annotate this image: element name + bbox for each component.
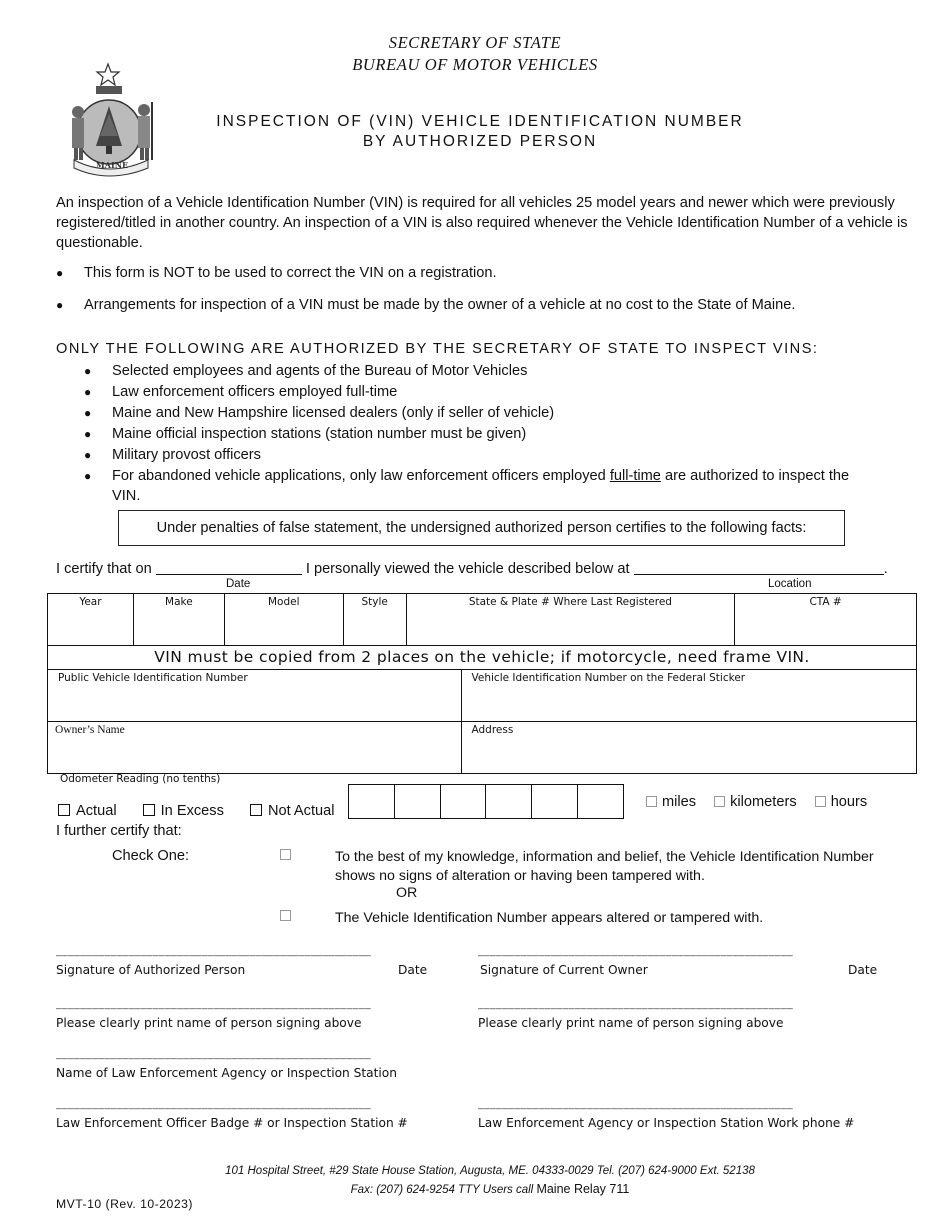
certification-statement-box: [118, 510, 845, 546]
bullet-icon: ●: [56, 266, 64, 280]
address-cell[interactable]: Address: [461, 722, 916, 774]
hours-checkbox[interactable]: hours: [815, 794, 868, 810]
intro-paragraph: An inspection of a Vehicle Identification Number (VIN) is required for all vehicles 25 model years and newer which were previously registered/titled in another country. An inspection of a VIN is also required whenever the Vehicle Identification Number of a vehicle is questionable.: [56, 195, 908, 251]
authorized-date-label: Date: [398, 963, 428, 977]
agency-name-line[interactable]: ____________________________________________________: [56, 1049, 372, 1060]
list-item: ● For abandoned vehicle applications, only law enforcement officers employed full-time are authorized to inspect the VIN.: [84, 468, 850, 504]
authorized-print-name-line[interactable]: ____________________________________________________: [56, 999, 372, 1010]
style-cell[interactable]: Style: [343, 594, 406, 646]
bullet-icon: ●: [84, 406, 92, 420]
list-item: ● Military provost officers: [84, 447, 261, 463]
checkbox-icon: [815, 796, 826, 807]
list-item: ● Maine and New Hampshire licensed dealers (only if seller of vehicle): [84, 405, 555, 421]
owner-print-name-line[interactable]: ____________________________________________________: [478, 999, 794, 1010]
vin-owner-table: [47, 669, 917, 774]
bullet-icon: ●: [84, 448, 92, 462]
seal-text: MAINE: [95, 160, 129, 170]
form-title-line2: BY AUTHORIZED PERSON: [362, 133, 598, 150]
odometer-digit-3[interactable]: [440, 784, 486, 819]
bullet-icon: ●: [84, 364, 92, 378]
miles-checkbox[interactable]: miles: [646, 794, 696, 810]
date-label: Date: [226, 578, 251, 590]
make-cell[interactable]: Make: [133, 594, 224, 646]
authorized-signature-label: Signature of Authorized Person: [56, 963, 246, 977]
odometer-digit-1[interactable]: [348, 784, 395, 819]
odometer-digit-6[interactable]: [577, 784, 624, 819]
list-item: ● Arrangements for inspection of a VIN must be made by the owner of a vehicle at no cost to the State of Maine.: [56, 297, 796, 313]
form-title-line1: INSPECTION OF (VIN) VEHICLE IDENTIFICATION NUMBER: [216, 113, 744, 130]
maine-relay: Maine Relay 711: [536, 1182, 630, 1196]
list-item: ● Maine official inspection stations (station number must be given): [84, 426, 527, 442]
tampered-option: The Vehicle Identification Number appears altered or tampered with.: [335, 910, 764, 926]
checkbox-icon: [58, 804, 70, 816]
owner-name-cell[interactable]: Owner’s Name: [48, 722, 462, 774]
checkbox-icon: [646, 796, 657, 807]
odometer-status-group: [58, 803, 334, 819]
model-cell[interactable]: Model: [224, 594, 343, 646]
public-vin-cell[interactable]: Public Vehicle Identification Number: [48, 670, 462, 722]
check-one-label: Check One:: [112, 848, 190, 864]
authorized-heading: ONLY THE FOLLOWING ARE AUTHORIZED BY THE SECRETARY OF STATE TO INSPECT VINS:: [56, 341, 819, 357]
list-item: ● Law enforcement officers employed full-time: [84, 384, 398, 400]
inspection-date-field[interactable]: [156, 560, 302, 575]
state-plate-cell[interactable]: State & Plate # Where Last Registered: [406, 594, 735, 646]
full-time-emphasis: full-time: [609, 468, 661, 484]
agency-title-line2: BUREAU OF MOTOR VEHICLES: [352, 55, 598, 74]
owner-signature-line[interactable]: ____________________________________________________: [478, 946, 794, 957]
in-excess-checkbox[interactable]: In Excess: [143, 803, 224, 819]
bullet-icon: ●: [56, 298, 64, 312]
owner-date-label: Date: [848, 963, 878, 977]
certify-line: I certify that on I personally viewed the vehicle described below at .: [56, 561, 888, 577]
or-separator: OR: [396, 885, 418, 901]
no-tampering-checkbox[interactable]: [280, 849, 291, 860]
badge-number-line[interactable]: ____________________________________________________: [56, 1099, 372, 1110]
bullet-icon: ●: [84, 469, 92, 483]
odometer-unit-group: [646, 794, 867, 810]
further-certify-intro: I further certify that:: [56, 823, 182, 839]
checkbox-icon: [250, 804, 262, 816]
kilometers-checkbox[interactable]: kilometers: [714, 794, 797, 810]
owner-signature-label: Signature of Current Owner: [480, 963, 648, 977]
authorized-list: [84, 361, 934, 506]
vin-notice: VIN must be copied from 2 places on the vehicle; if motorcycle, need frame VIN.: [48, 646, 917, 670]
authorized-signature-line[interactable]: ____________________________________________________: [56, 946, 372, 957]
footer-contact: Fax: (207) 624-9254 TTY Users call Maine Relay 711: [350, 1182, 630, 1196]
location-label: Location: [768, 578, 812, 590]
badge-number-label: Law Enforcement Officer Badge # or Inspection Station #: [56, 1116, 408, 1130]
form-number: MVT-10 (Rev. 10-2023): [56, 1197, 193, 1211]
owner-print-name-label: Please clearly print name of person signing above: [478, 1016, 784, 1030]
federal-vin-cell[interactable]: Vehicle Identification Number on the Federal Sticker: [461, 670, 916, 722]
list-item: ● This form is NOT to be used to correct the VIN on a registration.: [56, 265, 497, 281]
footer-address: 101 Hospital Street, #29 State House Station, Augusta, ME. 04333-0029 Tel. (207) 624-9000 Ext. 52138: [225, 1165, 755, 1177]
odometer-digit-2[interactable]: [394, 784, 441, 819]
year-cell[interactable]: Year: [48, 594, 134, 646]
odometer-digit-5[interactable]: [531, 784, 578, 819]
checkbox-icon: [143, 804, 155, 816]
work-phone-line[interactable]: ____________________________________________________: [478, 1099, 794, 1110]
odometer-digit-4[interactable]: [485, 784, 532, 819]
not-actual-checkbox[interactable]: Not Actual: [250, 803, 335, 819]
intro-bullet-list: [56, 263, 936, 327]
bullet-icon: ●: [84, 427, 92, 441]
no-tampering-option: To the best of my knowledge, information and belief, the Vehicle Identification Number shows no signs of alteration or having been tampered with.: [335, 849, 874, 884]
certification-statement: Under penalties of false statement, the undersigned authorized person certifies to the following facts:: [156, 520, 807, 536]
inspection-location-field[interactable]: [634, 560, 884, 575]
tampered-checkbox[interactable]: [280, 910, 291, 921]
work-phone-label: Law Enforcement Agency or Inspection Station Work phone #: [478, 1116, 855, 1130]
vehicle-info-table: [47, 593, 917, 670]
odometer-label: Odometer Reading (no tenths): [60, 773, 221, 785]
agency-name-label: Name of Law Enforcement Agency or Inspection Station: [56, 1066, 397, 1080]
list-item: ● Selected employees and agents of the Bureau of Motor Vehicles: [84, 363, 528, 379]
authorized-print-name-label: Please clearly print name of person signing above: [56, 1016, 362, 1030]
actual-checkbox[interactable]: Actual: [58, 803, 117, 819]
agency-title-line1: SECRETARY OF STATE: [388, 33, 562, 52]
bullet-icon: ●: [84, 385, 92, 399]
cta-cell[interactable]: CTA #: [735, 594, 917, 646]
checkbox-icon: [714, 796, 725, 807]
